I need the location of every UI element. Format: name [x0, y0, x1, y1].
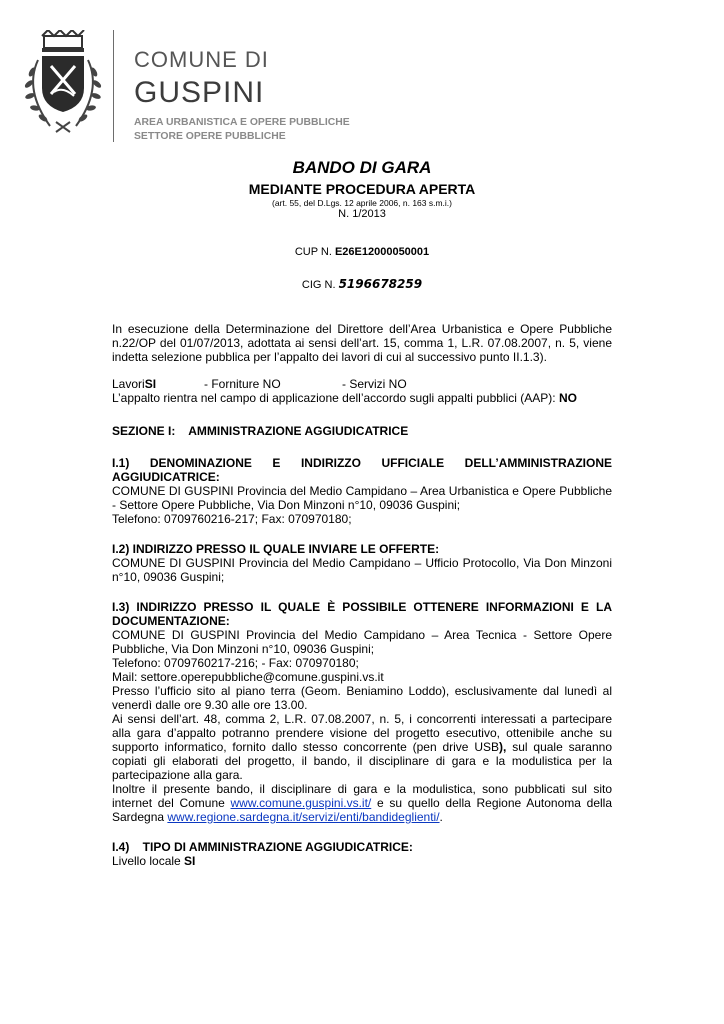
cig-line: [112, 277, 612, 292]
regione-website-link[interactable]: www.regione.sardegna.it/servizi/enti/bandideglienti/: [167, 810, 440, 824]
cup-value: E26E12000050001: [334, 246, 430, 258]
s13-art48-c: sul quale saranno copiati gli elaborati del progetto, il bando, il disciplinare di gara e la modulistica per la partecipazione alla gara.: [112, 740, 612, 782]
s11-heading-2: AGGIUDICATRICE:: [112, 470, 220, 484]
s13-orari: Presso l’ufficio sito al piano terra (Geom. Beniamino Loddo), esclusivamente dal lunedì al venerdì dalle ore 9.30 alle ore 13.00.: [112, 684, 612, 712]
title-article-ref: (art. 55, del D.Lgs. 12 aprile 2006, n. 163 s.m.i.): [271, 198, 452, 208]
s13-inoltre-c: .: [439, 810, 443, 824]
s12-body: COMUNE DI GUSPINI Provincia del Medio Campidano – Ufficio Protocollo, Via Don Minzoni n°10, 09036 Guspini;: [112, 556, 612, 584]
sezione-1-heading: SEZIONE I: AMMINISTRAZIONE AGGIUDICATRICE: [112, 424, 409, 438]
s12-heading: I.2) INDIRIZZO PRESSO IL QUALE INVIARE LE OFFERTE:: [112, 542, 440, 556]
cig-label: CIG N.: [301, 279, 339, 291]
comune-website-link[interactable]: www.comune.guspini.vs.it/: [230, 796, 372, 810]
s13-inoltre-a: Inoltre il presente bando, il disciplinare di gara e la modulistica, sono pubblicati sul sito internet del Comune: [112, 782, 612, 810]
s13-art48-a: Ai sensi dell’art. 48, comma 2, L.R. 07.08.2007, n. 5, i concorrenti interessati a partecipare alla gara d’appalto potranno prendere visione del progetto esecutivo, ottenibile anche su supporto informatico, fornito dallo stesso concorrente (pen drive USB: [112, 712, 612, 754]
document-body: [112, 156, 612, 868]
s13-inoltre: [112, 782, 612, 824]
s13-art48: [112, 712, 612, 782]
cup-label: CUP N.: [294, 246, 335, 258]
aap-value: NO: [558, 391, 577, 405]
s13-mail: Mail: settore.operepubbliche@comune.guspini.vs.it: [112, 670, 384, 684]
aap-line: [112, 391, 612, 405]
title-number: N. 1/2013: [338, 208, 386, 220]
title-bando: BANDO DI GARA: [292, 158, 432, 177]
document-header: [0, 0, 724, 150]
lavori-value: SI: [144, 377, 157, 391]
cup-line: [112, 245, 612, 259]
s14-heading: I.4) TIPO DI AMMINISTRAZIONE AGGIUDICATRICE:: [112, 840, 413, 854]
s11-heading: I.1) DENOMINAZIONE E INDIRIZZO UFFICIALE DELL’AMMINISTRAZIONE: [112, 456, 612, 470]
guspini-label: GUSPINI: [134, 76, 265, 109]
area-label: AREA URBANISTICA E OPERE PUBBLICHE: [134, 117, 350, 128]
cig-value: 5196678259: [338, 277, 423, 291]
comune-di-label: COMUNE DI: [134, 47, 269, 72]
s13-inoltre-b: e su quello della Regione Autonoma della Sardegna: [112, 796, 612, 824]
s13-heading: I.3) INDIRIZZO PRESSO IL QUALE È POSSIBILE OTTENERE INFORMAZIONI E LA DOCUMENTAZIONE:: [112, 600, 612, 628]
s14-livello-label: Livello locale: [112, 854, 185, 868]
s14-livello: [112, 854, 612, 868]
forniture-label: - Forniture NO: [204, 377, 281, 391]
municipal-crest-icon: [18, 30, 108, 140]
s11-tel: Telefono: 0709760216-217; Fax: 070970180;: [112, 512, 352, 526]
aap-text: L’appalto rientra nel campo di applicazione dell’accordo sugli appalti pubblici (AAP):: [112, 391, 559, 405]
s14-livello-value: SI: [184, 854, 196, 868]
settore-label: SETTORE OPERE PUBBLICHE: [134, 131, 286, 142]
servizi-label: - Servizi NO: [342, 377, 407, 391]
s13-art48-b: ),: [499, 740, 507, 754]
header-divider: [113, 30, 114, 142]
intro-paragraph: In esecuzione della Determinazione del Direttore dell’Area Urbanistica e Opere Pubbliche n.22/OP del 01/07/2013, adottata ai sensi dell’art. 15, comma 1, L.R. 07.08.2007, n. 5, viene indetta selezione pubblica per l’appalto dei lavori di cui al successivo punto II.1.3).: [112, 322, 612, 364]
s13-tel: Telefono: 0709760217-216; - Fax: 070970180;: [112, 656, 359, 670]
lavori-label: Lavori: [112, 377, 145, 391]
s11-body: COMUNE DI GUSPINI Provincia del Medio Campidano – Area Urbanistica e Opere Pubbliche - Settore Opere Pubbliche, Via Don Minzoni n°10, 09036 Guspini;: [112, 484, 612, 512]
lavori-line: [112, 377, 612, 391]
s13-body: COMUNE DI GUSPINI Provincia del Medio Campidano – Area Tecnica - Settore Opere Pubbliche, Via Don Minzoni n°10, 09036 Guspini;: [112, 628, 612, 656]
title-mediante: MEDIANTE PROCEDURA APERTA: [248, 181, 476, 197]
